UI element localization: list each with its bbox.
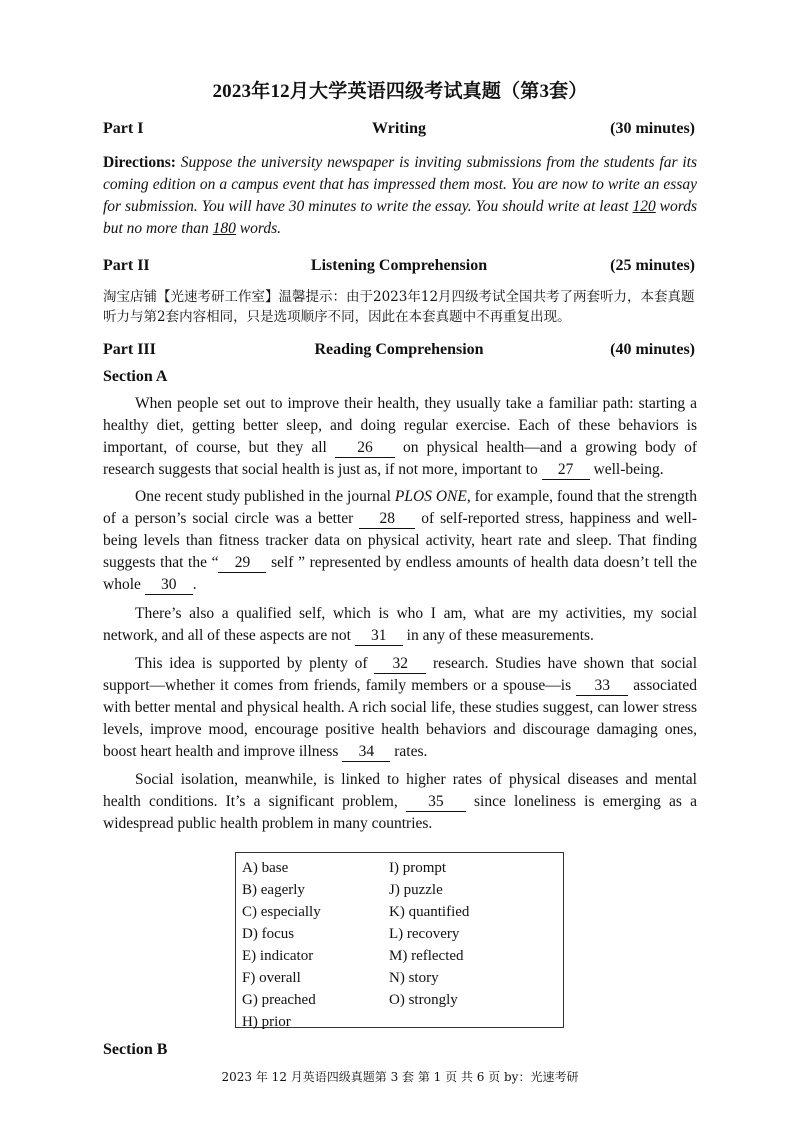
part-2-label: Part II	[103, 257, 150, 274]
word-option: L) recovery	[389, 926, 460, 942]
word-option: F) overall	[242, 970, 301, 986]
listening-notice: 淘宝店铺【光速考研工作室】温馨提示：由于2023年12月四级考试全国共考了两套听力，本套真题听力与第2套内容相同，只是选项顺序不同，因此在本套真题中不再重复出现。	[103, 289, 695, 325]
max-words: 180	[212, 220, 236, 237]
directions-label: Directions:	[103, 154, 176, 171]
page-title: 2023年12月大学英语四级考试真题（第3套）	[212, 81, 588, 102]
word-option: B) eagerly	[242, 882, 305, 898]
blank-33: 33	[576, 677, 628, 696]
p5-text-b: since loneliness is emerging as a widespread public health problem in many countries.	[103, 793, 697, 832]
blank-34: 34	[342, 743, 390, 762]
blank-31: 31	[355, 627, 403, 646]
p2-text-c: of self-reported stress, happiness and well-being levels than fitness tracker data on physical activity, heart rate and sleep. That finding suggests that the “	[103, 510, 697, 571]
blank-28: 28	[359, 510, 415, 529]
word-option: H) prior	[242, 1014, 291, 1030]
p1-text-b: on physical health—and a growing body of research suggests that social health is just as, if not more, important to	[103, 439, 697, 478]
passage-paragraph-2	[103, 486, 697, 596]
part-1-header	[103, 120, 695, 138]
passage-paragraph-4	[103, 653, 697, 763]
p2-text-e: .	[192, 576, 197, 593]
part-2-time: (25 minutes)	[610, 257, 695, 274]
part-2-header	[103, 257, 695, 275]
word-option: K) quantified	[389, 904, 470, 920]
section-b-heading: Section B	[103, 1041, 168, 1058]
section-a-heading: Section A	[103, 368, 168, 385]
part-1-name: Writing	[372, 120, 426, 137]
p1-text-a: When people set out to improve their health, they usually take a familiar path: starting a healthy diet, getting better sleep, and doing regular exercise. Each of these behaviors is important, of course, but they all	[103, 395, 697, 456]
word-bank-left-column	[242, 857, 321, 1033]
word-option: M) reflected	[389, 948, 464, 964]
blank-26: 26	[335, 439, 395, 458]
part-3-name: Reading Comprehension	[314, 341, 484, 358]
p4-text-c: associated with better mental and physical health. A rich social life, these studies suggest, can lower stress levels, improve mood, encourage positive health behaviors and discourage damaging ones, boost heart health and improve illness	[103, 677, 697, 760]
word-option: N) story	[389, 970, 439, 986]
blank-32: 32	[374, 655, 426, 674]
p2-text-b: , for example, found that the strength of a person’s social circle was a better	[103, 488, 697, 527]
writing-directions	[103, 152, 697, 240]
part-3-label: Part III	[103, 341, 156, 358]
p2-text-a: One recent study published in the journal	[135, 488, 395, 505]
p4-text-d: rates.	[390, 743, 428, 760]
journal-name: PLOS ONE	[394, 488, 467, 505]
word-option: A) base	[242, 860, 289, 876]
page-footer: 2023 年 12 月英语四级真题第 3 套 第 1 页 共 6 页 by：光速考研	[221, 1070, 579, 1084]
passage-paragraph-5	[103, 769, 697, 835]
word-option: C) especially	[242, 904, 321, 920]
directions-text-2: words but no more than	[103, 198, 697, 237]
word-option: E) indicator	[242, 948, 314, 964]
p1-text-c: well-being.	[589, 461, 664, 478]
blank-27: 27	[542, 461, 590, 480]
p4-text-a: This idea is supported by plenty of	[135, 655, 375, 672]
word-option: I) prompt	[389, 860, 447, 876]
p5-text-a: Social isolation, meanwhile, is linked to higher rates of physical diseases and mental health conditions. It’s a significant problem,	[103, 771, 697, 810]
p3-text-b: in any of these measurements.	[402, 627, 594, 644]
part-3-time: (40 minutes)	[610, 341, 695, 358]
directions-text-1: Suppose the university newspaper is inviting submissions from the students far its coming edition on a campus event that has impressed them most. You are now to write an essay for submission. You will have 30 minutes to write the essay. You should write at least	[103, 154, 697, 215]
word-bank	[235, 852, 564, 1028]
p2-text-d: self ” represented by endless amounts of health data doesn’t tell the whole	[103, 554, 697, 593]
passage-paragraph-3	[103, 603, 697, 647]
blank-29: 29	[218, 554, 266, 573]
p4-text-b: research. Studies have shown that social support—whether it comes from friends, family members or a spouse—is	[103, 655, 697, 694]
part-2-name: Listening Comprehension	[310, 257, 488, 274]
part-1-time: (30 minutes)	[610, 120, 695, 137]
min-words: 120	[632, 198, 656, 215]
p3-text-a: There’s also a qualified self, which is who I am, what are my activities, my social network, and all of these aspects are not	[103, 605, 697, 644]
word-option: J) puzzle	[389, 882, 443, 898]
word-option: G) preached	[242, 992, 316, 1008]
part-1-label: Part I	[103, 120, 144, 137]
blank-30: 30	[145, 576, 193, 595]
blank-35: 35	[406, 793, 466, 812]
word-bank-right-column	[389, 857, 469, 1011]
part-3-header	[103, 341, 695, 359]
word-option: D) focus	[242, 926, 295, 942]
passage-paragraph-1	[103, 393, 697, 481]
directions-text-3: words.	[235, 220, 281, 237]
word-option: O) strongly	[389, 992, 458, 1008]
